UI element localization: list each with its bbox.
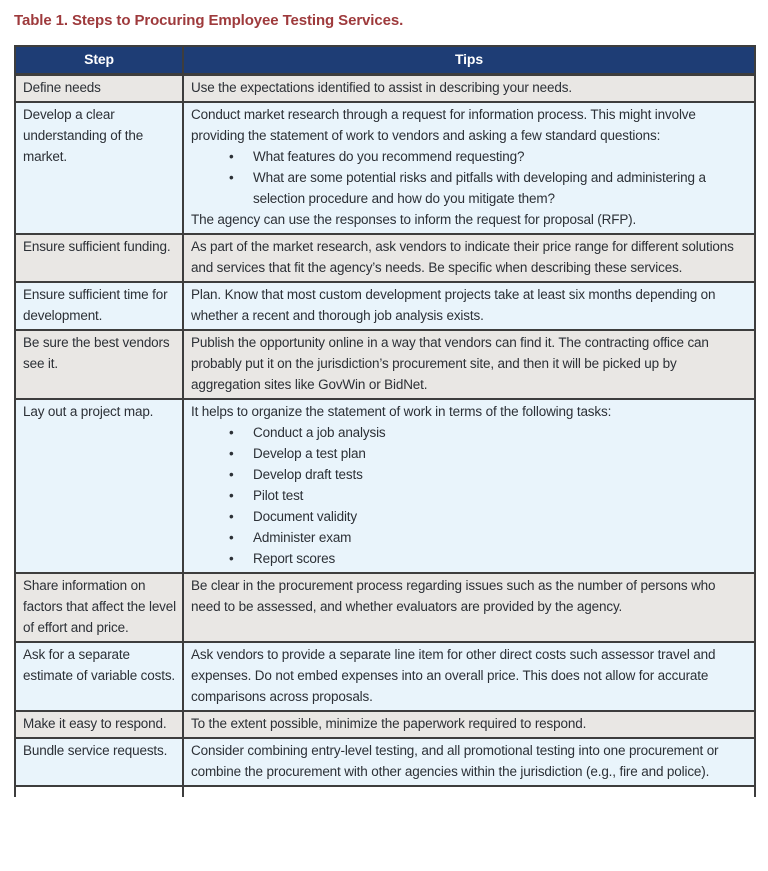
tip-bullet-text: Pilot test xyxy=(253,488,304,503)
tip-bullet-text: Develop draft tests xyxy=(253,467,363,482)
tip-text: Use the expectations identified to assist in describing your needs. xyxy=(191,80,572,95)
tip-bullet-text: Document validity xyxy=(253,509,357,524)
bullet-icon: • xyxy=(229,551,234,566)
tip-text: The agency can use the responses to inform the request for proposal (RFP). xyxy=(191,212,637,227)
tips-cell xyxy=(183,738,755,786)
procurement-steps-table xyxy=(14,45,756,797)
step-cell: Be sure the best vendors see it. xyxy=(15,330,183,399)
table-row xyxy=(15,573,755,642)
bullet-icon: • xyxy=(229,149,234,164)
tip-text: Be clear in the procurement process regarding issues such as the number of persons who need to be assessed, and whether evaluators are provided by the agency. xyxy=(191,578,716,614)
step-cell: Develop a clear understanding of the market. xyxy=(15,102,183,234)
tip-bullet-text: Conduct a job analysis xyxy=(253,425,386,440)
tip-text: Plan. Know that most custom development projects take at least six months depending on whether a recent and thorough job analysis exists. xyxy=(191,287,716,323)
step-cell: Ask for a separate estimate of variable costs. xyxy=(15,642,183,711)
tip-bullet-item xyxy=(191,485,748,506)
tips-cell xyxy=(183,102,755,234)
tip-bullet-item xyxy=(191,422,748,443)
tips-cell xyxy=(183,234,755,282)
step-cell: Ensure sufficient time for development. xyxy=(15,282,183,330)
table-row xyxy=(15,399,755,573)
tips-cell-empty xyxy=(183,786,755,797)
tips-cell xyxy=(183,711,755,738)
bullet-icon: • xyxy=(229,530,234,545)
bullet-icon: • xyxy=(229,488,234,503)
step-cell: Define needs xyxy=(15,75,183,103)
tip-bullet-text: What are some potential risks and pitfalls with developing and administering a selection procedure and how do you mitigate them? xyxy=(253,170,706,206)
tips-cell xyxy=(183,642,755,711)
tip-text: Publish the opportunity online in a way that vendors can find it. The contracting office can probably put it on the jurisdiction’s procurement site, and then it will be picked up by aggregation sites like GovWin or BidNet. xyxy=(191,335,709,392)
bullet-icon: • xyxy=(229,446,234,461)
table-row xyxy=(15,234,755,282)
tip-text: It helps to organize the statement of work in terms of the following tasks: xyxy=(191,404,612,419)
step-cell-empty xyxy=(15,786,183,797)
table-row xyxy=(15,330,755,399)
partial-row xyxy=(15,786,755,797)
tip-bullet-item xyxy=(191,506,748,527)
table-row xyxy=(15,102,755,234)
table-row xyxy=(15,75,755,103)
header-step: Step xyxy=(15,46,183,75)
bullet-icon: • xyxy=(229,170,234,185)
tip-bullet-item xyxy=(191,548,748,569)
step-cell: Ensure sufficient funding. xyxy=(15,234,183,282)
tip-text: Conduct market research through a request for information process. This might involve providing the statement of work to vendors and asking a few standard questions: xyxy=(191,107,696,143)
tips-cell xyxy=(183,573,755,642)
tip-bullet-text: Report scores xyxy=(253,551,336,566)
step-cell: Make it easy to respond. xyxy=(15,711,183,738)
tips-cell xyxy=(183,75,755,103)
tip-bullet-item xyxy=(191,527,748,548)
tip-bullet-text: Develop a test plan xyxy=(253,446,366,461)
tips-cell xyxy=(183,399,755,573)
table-row xyxy=(15,642,755,711)
tip-bullet-item xyxy=(191,443,748,464)
tip-text: Ask vendors to provide a separate line item for other direct costs such assessor travel and expenses. Do not embed expenses into an overall price. This does not allow for accurate comparisons across proposals. xyxy=(191,647,716,704)
tip-text: To the extent possible, minimize the paperwork required to respond. xyxy=(191,716,587,731)
tip-bullet-text: What features do you recommend requesting? xyxy=(253,149,525,164)
step-cell: Lay out a project map. xyxy=(15,399,183,573)
tip-bullet-text: Administer exam xyxy=(253,530,352,545)
table-row xyxy=(15,738,755,786)
tips-cell xyxy=(183,282,755,330)
bullet-icon: • xyxy=(229,509,234,524)
tip-bullet-item xyxy=(191,167,748,209)
table-row xyxy=(15,282,755,330)
table-title: Table 1. Steps to Procuring Employee Testing Services. xyxy=(14,12,404,29)
tips-cell xyxy=(183,330,755,399)
tip-bullet-item xyxy=(191,464,748,485)
header-row xyxy=(15,46,755,75)
tip-text: As part of the market research, ask vendors to indicate their price range for different solutions and services that fit the agency’s needs. Be specific when describing these services. xyxy=(191,239,734,275)
bullet-icon: • xyxy=(229,467,234,482)
tip-text: Consider combining entry-level testing, and all promotional testing into one procurement or combine the procurement with other agencies within the jurisdiction (e.g., fire and police). xyxy=(191,743,719,779)
step-cell: Bundle service requests. xyxy=(15,738,183,786)
header-tips: Tips xyxy=(183,46,755,75)
bullet-icon: • xyxy=(229,425,234,440)
table-row xyxy=(15,711,755,738)
step-cell: Share information on factors that affect the level of effort and price. xyxy=(15,573,183,642)
tip-bullet-item xyxy=(191,146,748,167)
